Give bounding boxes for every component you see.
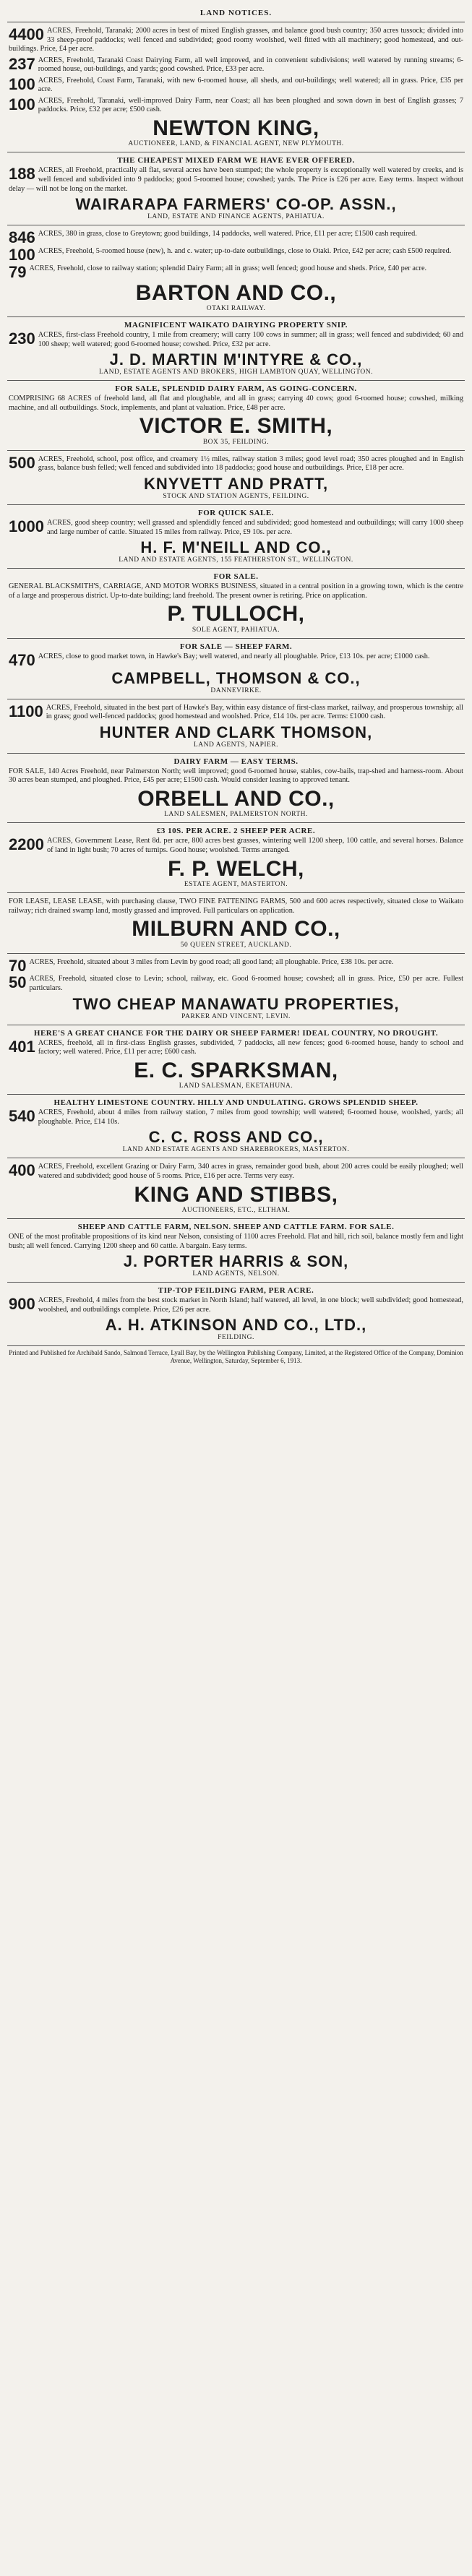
agent-name: F. P. WELCH, (168, 856, 304, 881)
listing-text: GENERAL BLACKSMITH'S, CARRIAGE, AND MOTOR WORKS BUSINESS, situated in a central position in a growing town, which is the centre of a large and prosperous district. Up-to-date building; land freehold. The present owner is retiring. Price on application. (9, 582, 463, 600)
listing-text: ACRES, Freehold, close to railway station; splendid Dairy Farm; all in grass; well fenced; good house and sheds. Price, £40 per acre. (29, 264, 427, 272)
agent-name: H. F. M'NEILL AND CO., (140, 538, 332, 557)
listing-acreage: 4400 (9, 25, 44, 43)
listing-text: ACRES, Freehold, 4 miles from the best stock market in North Island; half watered, all level, in one block; well subdivided; good homestead, woolshed, and outbuildings complete. Price, £26 per acre. (38, 1296, 463, 1314)
listing (9, 1296, 463, 1314)
listing-text: ACRES, first-class Freehold country, 1 mile from creamery; will carry 100 cows in summer; all in grass; well fenced and subdivided; 60 and 100 sheep; well watered; good 6-roomed house; cowshed. Price, £32 per acre. (38, 331, 463, 348)
agent-address: BOX 35, FEILDING. (202, 438, 270, 446)
ad-king-stibbs (7, 1158, 465, 1219)
agent-address: FEILDING. (218, 1334, 254, 1342)
listing (9, 455, 463, 473)
ad-wairarapa (7, 152, 465, 225)
listing (9, 166, 463, 194)
listing-text: ACRES, 380 in grass, close to Greytown; good buildings, 14 paddocks, well watered. Price, £11 per acre; £1500 cash required. (38, 230, 417, 238)
ad-heading: SHEEP AND CATTLE FARM, NELSON. SHEEP AND CATTLE FARM. FOR SALE. (77, 1223, 395, 1232)
listing-acreage: 79 (9, 262, 27, 281)
listing-text: ACRES, Freehold, excellent Grazing or Dairy Farm, 340 acres in grass, remainder good bush, about 200 acres could be easily ploughed; well watered and subdivided; good house of 5 rooms. Price, £16 per acre. Terms very easy. (38, 1163, 463, 1180)
agent-name: MILBURN AND CO., (132, 917, 340, 942)
listing-acreage: 70 (9, 956, 27, 975)
agent-address: ESTATE AGENT, MASTERTON. (184, 881, 288, 889)
listing (9, 837, 463, 855)
ad-atkinson (7, 1283, 465, 1346)
listing (9, 247, 463, 262)
listing-acreage: 900 (9, 1295, 35, 1314)
listing-text: ACRES, good sheep country; well grassed and splendidly fenced and subdivided; good homestead and outbuildings; will carry 1000 sheep and large number of cattle. Situated 15 miles from railway. Price, £9 10s. per acre. (46, 519, 463, 536)
listing-acreage: 100 (9, 95, 35, 113)
agent-name: C. C. ROSS AND CO., (148, 1128, 324, 1147)
listing-text: ONE of the most profitable propositions of its kind near Nelson, consisting of 1100 acres Freehold. Flat and hill, rich soil, balance mostly fern and light bush; all well fenced. Carrying 1200 sheep and 60 cattle. A bargain. Easy terms. (9, 1233, 463, 1250)
ad-heading: HERE'S A GREAT CHANCE FOR THE DAIRY OR SHEEP FARMER! IDEAL COUNTRY, NO DROUGHT. (33, 1028, 439, 1038)
listing-text: ACRES, Freehold, situated in the best part of Hawke's Bay, within easy distance of first-class market, railway, and prosperous township; all in grass; good well-fenced paddocks; good homestead and woolshed. Price, £14 10s. per acre. Terms: £1000 cash. (46, 703, 463, 721)
listing (9, 74, 463, 95)
agent-name: ORBELL AND CO., (137, 786, 335, 811)
agent-address: AUCTIONEER, LAND, & FINANCIAL AGENT, NEW PLYMOUTH. (128, 140, 344, 148)
listing-text: ACRES, Government Lease, Rent 8d. per acre, 800 acres best grasses, wintering well 1200 sheep, 100 cattle, and several horses. Balance of land in light bush; 70 acres of turnips. Good house; woolshed. Terms arranged. (46, 837, 463, 855)
listing-text: ACRES, close to good market town, in Hawke's Bay; well watered, and nearly all ploughable. Price, £13 10s. per acre; £1000 cash. (38, 652, 430, 660)
listing (9, 704, 463, 722)
agent-name: TWO CHEAP MANAWATU PROPERTIES, (72, 994, 400, 1013)
listing-text: ACRES, freehold, all in first-class English grasses, subdivided, 7 paddocks, all new fences; good 6-roomed house, handy to school and factory; well watered. Price, £11 per acre; £600 cash. (38, 1038, 463, 1056)
ad-mcneill (7, 505, 465, 569)
agent-name: HUNTER AND CLARK THOMSON, (99, 723, 373, 741)
listing-text: ACRES, Freehold, Taranaki Coast Dairying Farm, all well improved, and in convenient subdivisions; well watered by running streams; 6-roomed house, out-buildings, and yards; good cowshed. Price, £33 per acre. (38, 56, 463, 74)
ad-welch (7, 823, 465, 893)
listing (9, 56, 463, 74)
listing-text: FOR SALE, 140 Acres Freehold, near Palmerston North; well improved; good 6-roomed house, stables, cow-bails, trap-shed and harness-room. About 30 acres bean stumped, and ploughed. Price, £45 per acre; £1500 cash. Would consider leasing to approved tenant. (9, 767, 463, 785)
agent-name: KING AND STIBBS, (134, 1182, 338, 1207)
listing-acreage: 100 (9, 74, 35, 93)
ad-sparksman (7, 1025, 465, 1095)
ad-parker-vincent (7, 954, 465, 1025)
ad-barton (7, 225, 465, 317)
agent-address: DANNEVIRKE. (210, 686, 262, 694)
listing-text: ACRES, Freehold, situated close to Levin; school, railway, etc. Good 6-roomed house; cowshed; all in grass. Price, £50 per acre. Fullest particulars. (29, 975, 463, 992)
listing (9, 230, 463, 245)
listing (9, 958, 463, 973)
listing-text: ACRES, Freehold, Coast Farm, Taranaki, with new 6-roomed house, all sheds, and out-buildings; well watered; all in grass. Price, £35 per acre. (38, 76, 463, 94)
ad-heading: FOR QUICK SALE. (198, 509, 274, 518)
agent-name: WAIRARAPA FARMERS' CO-OP. ASSN., (75, 195, 397, 214)
ad-heading: MAGNIFICENT WAIKATO DAIRYING PROPERTY SNIP. (124, 321, 348, 330)
listing (9, 1039, 463, 1057)
ad-knyvett-pratt (7, 451, 465, 505)
ad-ross (7, 1095, 465, 1158)
listing-acreage: 400 (9, 1161, 35, 1180)
ad-milburn (7, 893, 465, 954)
agent-name: J. PORTER HARRIS & SON, (123, 1252, 349, 1271)
ad-heading: TIP-TOP FEILDING FARM, PER ACRE. (158, 1286, 314, 1296)
agent-address: LAND, ESTATE AGENTS AND BROKERS, HIGH LAMBTON QUAY, WELLINGTON. (98, 369, 374, 376)
listing (9, 897, 463, 916)
listing-text: ACRES, Freehold, 5-roomed house (new), h. and c. water; up-to-date outbuildings, close to Otaki. Price, £42 per acre; cash £500 required. (38, 246, 452, 255)
agent-address: LAND, ESTATE AND FINANCE AGENTS, PAHIATUA. (147, 213, 325, 221)
agent-address: STOCK AND STATION AGENTS, FEILDING. (163, 493, 309, 501)
listing (9, 331, 463, 349)
advertisements-column (7, 22, 465, 1346)
listing-text: ACRES, all Freehold, practically all flat, several acres have been stumped; the whole property is exceptionally well watered by creeks, and is well fenced and subdivided into 9 paddocks; good 5-roomed house; cowshed; yards. The Price is £26 per acre. Easy terms. Inspect without delay — will not be long on the market. (9, 166, 463, 193)
agent-address: OTAKI RAILWAY. (206, 305, 266, 313)
page-header: LAND NOTICES. (7, 6, 465, 22)
listing (9, 582, 463, 600)
ad-heading: DAIRY FARM — EASY TERMS. (173, 757, 299, 766)
agent-name: J. D. MARTIN M'INTYRE & CO., (109, 350, 363, 369)
agent-name: NEWTON KING, (153, 116, 319, 140)
listing (9, 395, 463, 413)
listing-acreage: 846 (9, 228, 35, 247)
listing-acreage: 1100 (9, 702, 43, 720)
listing (9, 975, 463, 993)
listing (9, 652, 463, 668)
agent-name: P. TULLOCH, (167, 602, 305, 626)
ad-heading: FOR SALE. (213, 572, 259, 582)
agent-name: CAMPBELL, THOMSON & CO., (111, 668, 361, 687)
listing (9, 519, 463, 537)
listing-acreage: 540 (9, 1107, 35, 1126)
listing (9, 1233, 463, 1251)
ad-hunter-clark (7, 699, 465, 754)
listing-text: ACRES, Freehold, Taranaki; 2000 acres in best of mixed English grasses, and balance good bush country; 350 acres tussock; divided into 33 sheep-proof paddocks; well fenced and subdivided; good roomy woolshed, well fitted with all machinery; good homestead, and out-buildings. Price, £4 per acre. (9, 27, 463, 53)
agent-name: VICTOR E. SMITH, (139, 414, 333, 439)
ad-heading: THE CHEAPEST MIXED FARM WE HAVE EVER OFFERED. (117, 156, 355, 165)
agent-address: AUCTIONEERS, ETC., ELTHAM. (181, 1207, 291, 1215)
imprint-footer: Printed and Published for Archibald Sando, Salmond Terrace, Lyall Bay, by the Wellington Publishing Company, Limited, at the Registered Office of the Company, Dominion Avenue, Wellington, Saturday, September 6, 1913. (9, 1349, 463, 1365)
listing-acreage: 1000 (9, 517, 44, 536)
listing-text: ACRES, Freehold, about 4 miles from railway station, 7 miles from good township; well watered; 6-roomed house, woolshed, yards; all ploughable. Price, £14 10s. (38, 1108, 463, 1126)
listing-text: COMPRISING 68 ACRES of freehold land, all flat and ploughable, and all in grass; carrying 40 cows; good 6-roomed house; cowshed, milking machine, and all outbuildings. Stock, implements, and plant at valuation. Price, £48 per acre. (9, 395, 463, 412)
ad-porter-harris (7, 1219, 465, 1283)
listing-text: ACRES, Freehold, Taranaki, well-improved Dairy Farm, near Coast; all has been ploughed and sown down in best of English grasses; 7 paddocks. Price, £32 per acre; £500 cash. (38, 96, 463, 114)
ad-newton-king (7, 22, 465, 152)
ad-orbell (7, 754, 465, 824)
agent-address: LAND SALESMEN, PALMERSTON NORTH. (164, 811, 308, 819)
agent-address: LAND AND ESTATE AGENTS, 155 FEATHERSTON ST., WELLINGTON. (119, 556, 353, 564)
agent-address: LAND AGENTS, NELSON. (192, 1270, 280, 1278)
agent-name: A. H. ATKINSON AND CO., LTD., (105, 1316, 367, 1335)
agent-address: LAND AND ESTATE AGENTS AND SHAREBROKERS, MASTERTON. (122, 1146, 350, 1154)
ad-heading: FOR SALE, SPLENDID DAIRY FARM, AS GOING-CONCERN. (115, 384, 357, 394)
agent-address: LAND SALESMAN, EKETAHUNA. (179, 1082, 293, 1090)
agent-address: LAND AGENTS, NAPIER. (193, 741, 279, 749)
ad-mcintyre (7, 317, 465, 381)
listing-acreage: 230 (9, 329, 35, 348)
agent-name: BARTON AND CO., (135, 280, 337, 305)
agent-address: PARKER AND VINCENT, LEVIN. (181, 1012, 291, 1020)
listing (9, 264, 463, 280)
listing-acreage: 2200 (9, 835, 44, 854)
ad-heading: HEALTHY LIMESTONE COUNTRY. HILLY AND UNDULATING. GROWS SPLENDID SHEEP. (53, 1098, 419, 1108)
ad-victor-smith (7, 381, 465, 451)
listing-acreage: 500 (9, 453, 35, 472)
listing-text: FOR LEASE, LEASE LEASE, with purchasing clause, TWO FINE FATTENING FARMS, 500 and 600 acres respectively, situated close to Waikato railway; rich drained swamp land, mostly grassed and improved. Full particulars on application. (9, 897, 463, 915)
ad-heading: £3 10S. PER ACRE. 2 SHEEP PER ACRE. (156, 827, 316, 836)
ad-heading: FOR SALE — SHEEP FARM. (179, 642, 293, 651)
listing (9, 97, 463, 115)
listing-acreage: 470 (9, 650, 35, 669)
listing (9, 27, 463, 54)
listing-acreage: 100 (9, 245, 35, 264)
agent-address: SOLE AGENT, PAHIATUA. (192, 626, 280, 634)
listing-acreage: 188 (9, 165, 35, 184)
listing-text: ACRES, Freehold, situated about 3 miles from Levin by good road; all good land; all ploughable. Price, £38 10s. per acre. (29, 957, 394, 966)
listing-acreage: 401 (9, 1037, 35, 1056)
agent-address: 50 QUEEN STREET, AUCKLAND. (180, 941, 292, 949)
listing (9, 1163, 463, 1181)
agent-name: KNYVETT AND PRATT, (143, 474, 329, 493)
listing (9, 767, 463, 785)
listing-text: ACRES, Freehold, school, post office, and creamery 1½ miles, railway station 3 miles; good level road; 350 acres ploughed and in English grass, balance bush felled; well fenced and subdivided into 18 paddocks; good house and outbuildings. Price, £18 per acre. (38, 455, 463, 473)
newspaper-page (7, 6, 465, 2564)
agent-name: E. C. SPARKSMAN, (134, 1058, 338, 1082)
listing (9, 1108, 463, 1127)
listing-acreage: 237 (9, 54, 35, 73)
ad-campbell-thomson (7, 639, 465, 699)
listing-acreage: 50 (9, 973, 27, 992)
ad-tulloch (7, 569, 465, 639)
